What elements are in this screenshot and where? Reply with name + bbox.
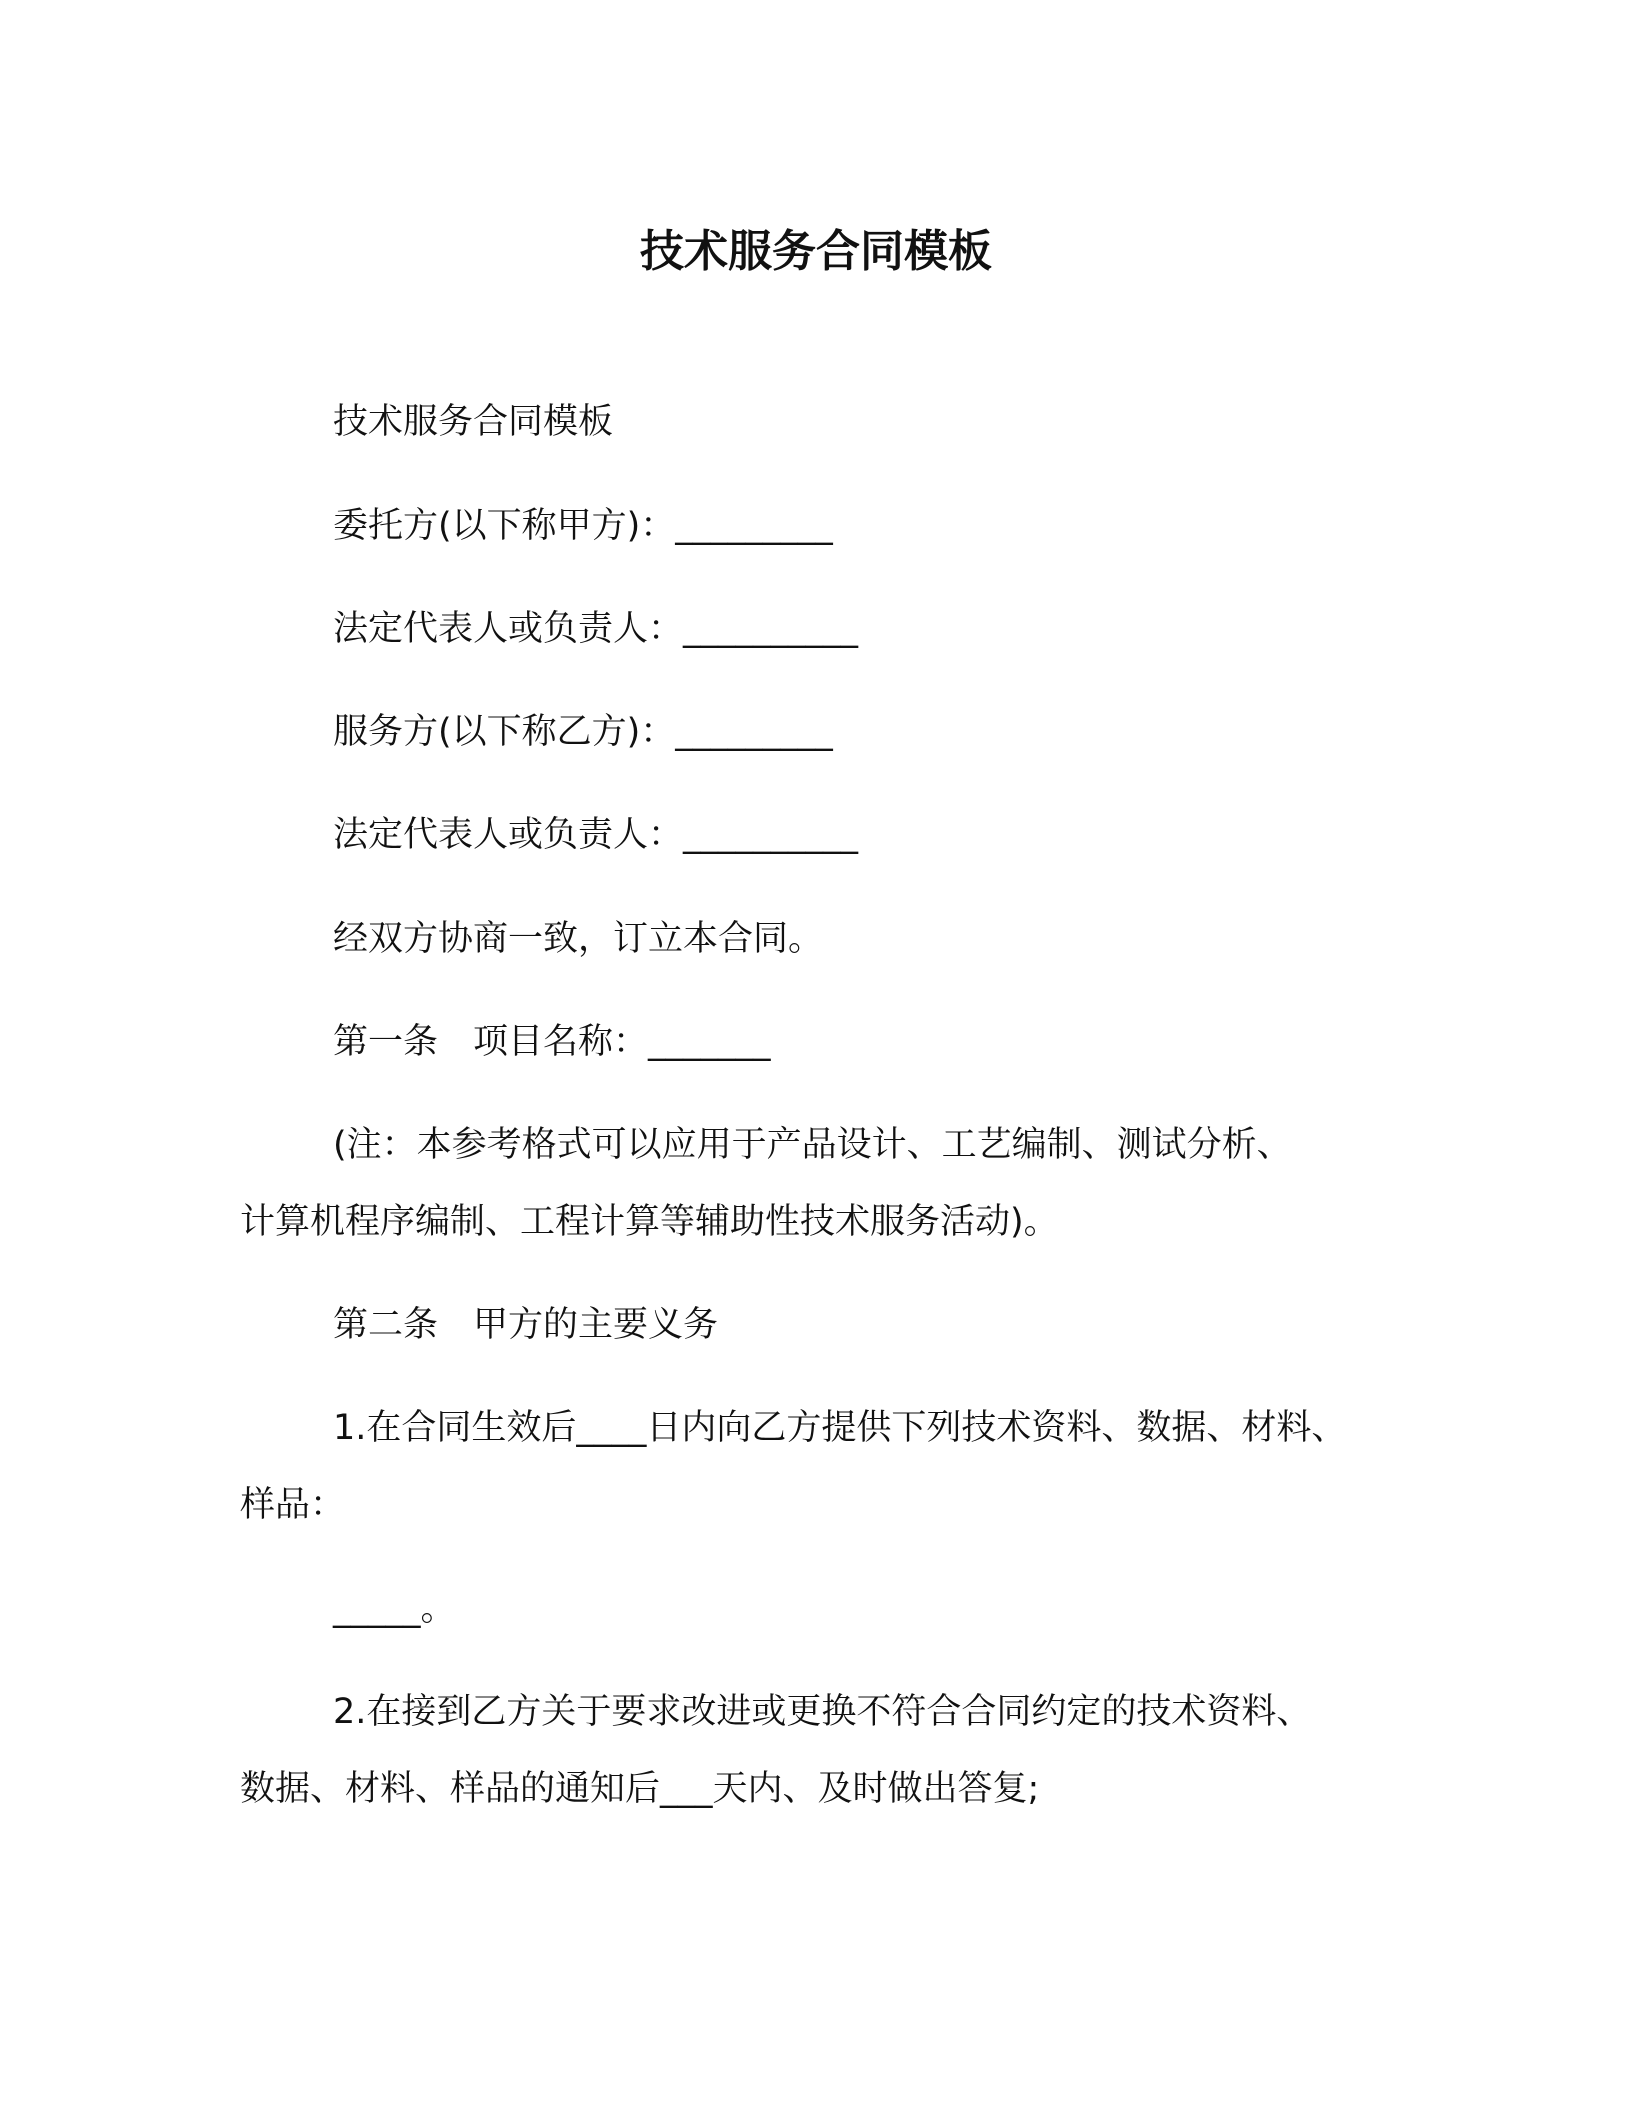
agreement-statement: 经双方协商一致，订立本合同。 [333,919,824,959]
subtitle-line: 技术服务合同模板 [333,402,614,442]
obligation-2-line-2: 数据、材料、样品的通知后___天内、及时做出答复; [240,1769,1040,1809]
samples-blank-line: _____。 [333,1589,456,1629]
note-line-1: (注：本参考格式可以应用于产品设计、工艺编制、测试分析、 [333,1125,1292,1165]
article-2-heading: 第二条 甲方的主要义务 [333,1305,719,1345]
article-1-project-name: 第一条 项目名称：_______ [333,1022,771,1062]
document-title: 技术服务合同模板 [640,226,992,277]
client-party-line: 委托方(以下称甲方)：_________ [333,506,833,546]
note-line-2: 计算机程序编制、工程计算等辅助性技术服务活动)。 [240,1202,1059,1242]
obligation-2-line-1: 2.在接到乙方关于要求改进或更换不符合合同约定的技术资料、 [333,1692,1312,1732]
client-representative-line: 法定代表人或负责人：__________ [333,609,859,649]
obligation-1-line-2: 样品： [240,1485,346,1525]
service-party-line: 服务方(以下称乙方)：_________ [333,712,833,752]
service-representative-line: 法定代表人或负责人：__________ [333,815,859,855]
obligation-1-line-1: 1.在合同生效后____日内向乙方提供下列技术资料、数据、材料、 [333,1408,1347,1448]
